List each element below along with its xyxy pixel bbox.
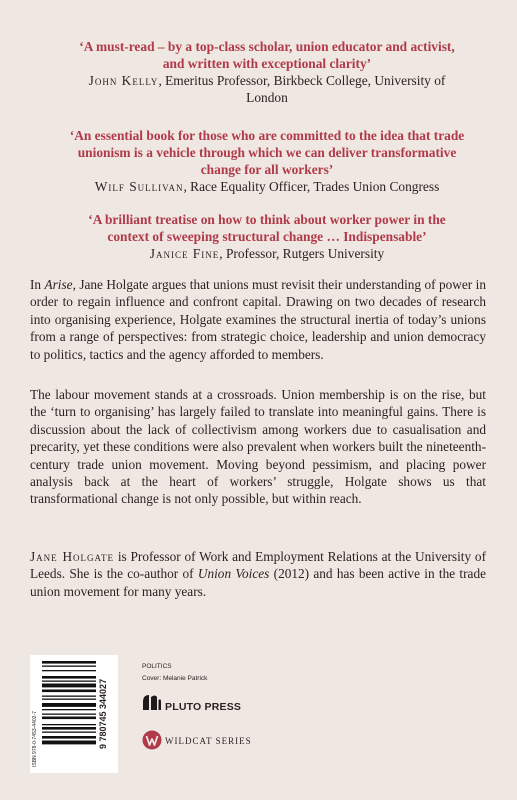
endorser-role: , Race Equality Officer, Trades Union Congress xyxy=(183,179,440,194)
series-name: WILDCAT SERIES xyxy=(165,736,252,746)
pluto-press-logo-icon xyxy=(142,693,162,711)
endorsement-fine xyxy=(67,211,467,262)
endorser-name: John Kelly xyxy=(88,73,159,88)
endorsement-kelly xyxy=(67,38,467,106)
bio-text: is Professor of Work and Employment Relations at the University of Leeds. She is the co-author of xyxy=(30,549,486,582)
endorser-name: Wilf Sullivan xyxy=(94,179,184,194)
category-label: POLITICS xyxy=(142,663,172,670)
barcode-bars xyxy=(42,661,96,769)
endorser-name: Janice Fine xyxy=(149,246,220,261)
blurb-paragraph-2: The labour movement stands at a crossroads. Union membership is on the rise, but the ‘turn to organising’ has largely failed to translate into meaningful gains. There is discussion about the lack of collectivism among workers due to casualisation and precarity, yet these conditions were also prevalent when workers built the nineteenth-century trade union movement. Moving beyond pessimism, and placing power analysis back at the heart of workers’ struggle, Holgate shows us that transformational change is not only possible, but within reach. xyxy=(30,387,486,507)
endorsement-quote: ‘A must-read – by a top-class scholar, union educator and activist, and written with exceptional clarity’ xyxy=(79,39,455,71)
isbn-label: ISBN 978-0-7453-4402-7 xyxy=(32,711,38,767)
blurb-text: , Jane Holgate argues that unions must revisit their understanding of power in order to regain influence and confront capital. Drawing on two decades of research into organising experience, Holgate examines the structural inertia of today’s unions from a range of perspectives: from strategic choice, leadership and union democracy to politics, tactics and the agency afforded to members. xyxy=(30,277,486,362)
previous-book-title: Union Voices xyxy=(197,566,270,582)
endorsement-sullivan xyxy=(67,127,467,195)
endorsement-attribution xyxy=(67,178,467,195)
book-title: Arise xyxy=(44,277,73,292)
endorsement-attribution xyxy=(67,72,467,106)
publisher-name: PLUTO PRESS xyxy=(165,701,242,713)
endorsement-attribution xyxy=(67,245,467,262)
author-name: Jane Holgate xyxy=(30,549,115,564)
blurb-paragraph-1 xyxy=(30,276,486,363)
bio-text: (2012) and has been active in the trade union movement for many years. xyxy=(30,566,486,599)
author-bio xyxy=(30,548,486,600)
cover-credit: Cover: Melanie Patrick xyxy=(142,675,208,682)
wildcat-series-logo-icon xyxy=(142,730,162,750)
endorser-role: , Professor, Rutgers University xyxy=(219,246,385,261)
endorser-role: , Emeritus Professor, Birkbeck College, University of London xyxy=(158,73,446,105)
blurb-text: In xyxy=(30,277,45,292)
isbn-number: 9 780745 344027 xyxy=(98,678,108,750)
endorsement-quote: ‘A brilliant treatise on how to think about worker power in the context of sweeping structural change … Indispensable’ xyxy=(88,212,446,244)
endorsement-quote: ‘An essential book for those who are committed to the idea that trade unionism is a vehicle through which we can deliver transformative change for all workers’ xyxy=(69,128,465,177)
isbn-barcode xyxy=(30,655,118,773)
